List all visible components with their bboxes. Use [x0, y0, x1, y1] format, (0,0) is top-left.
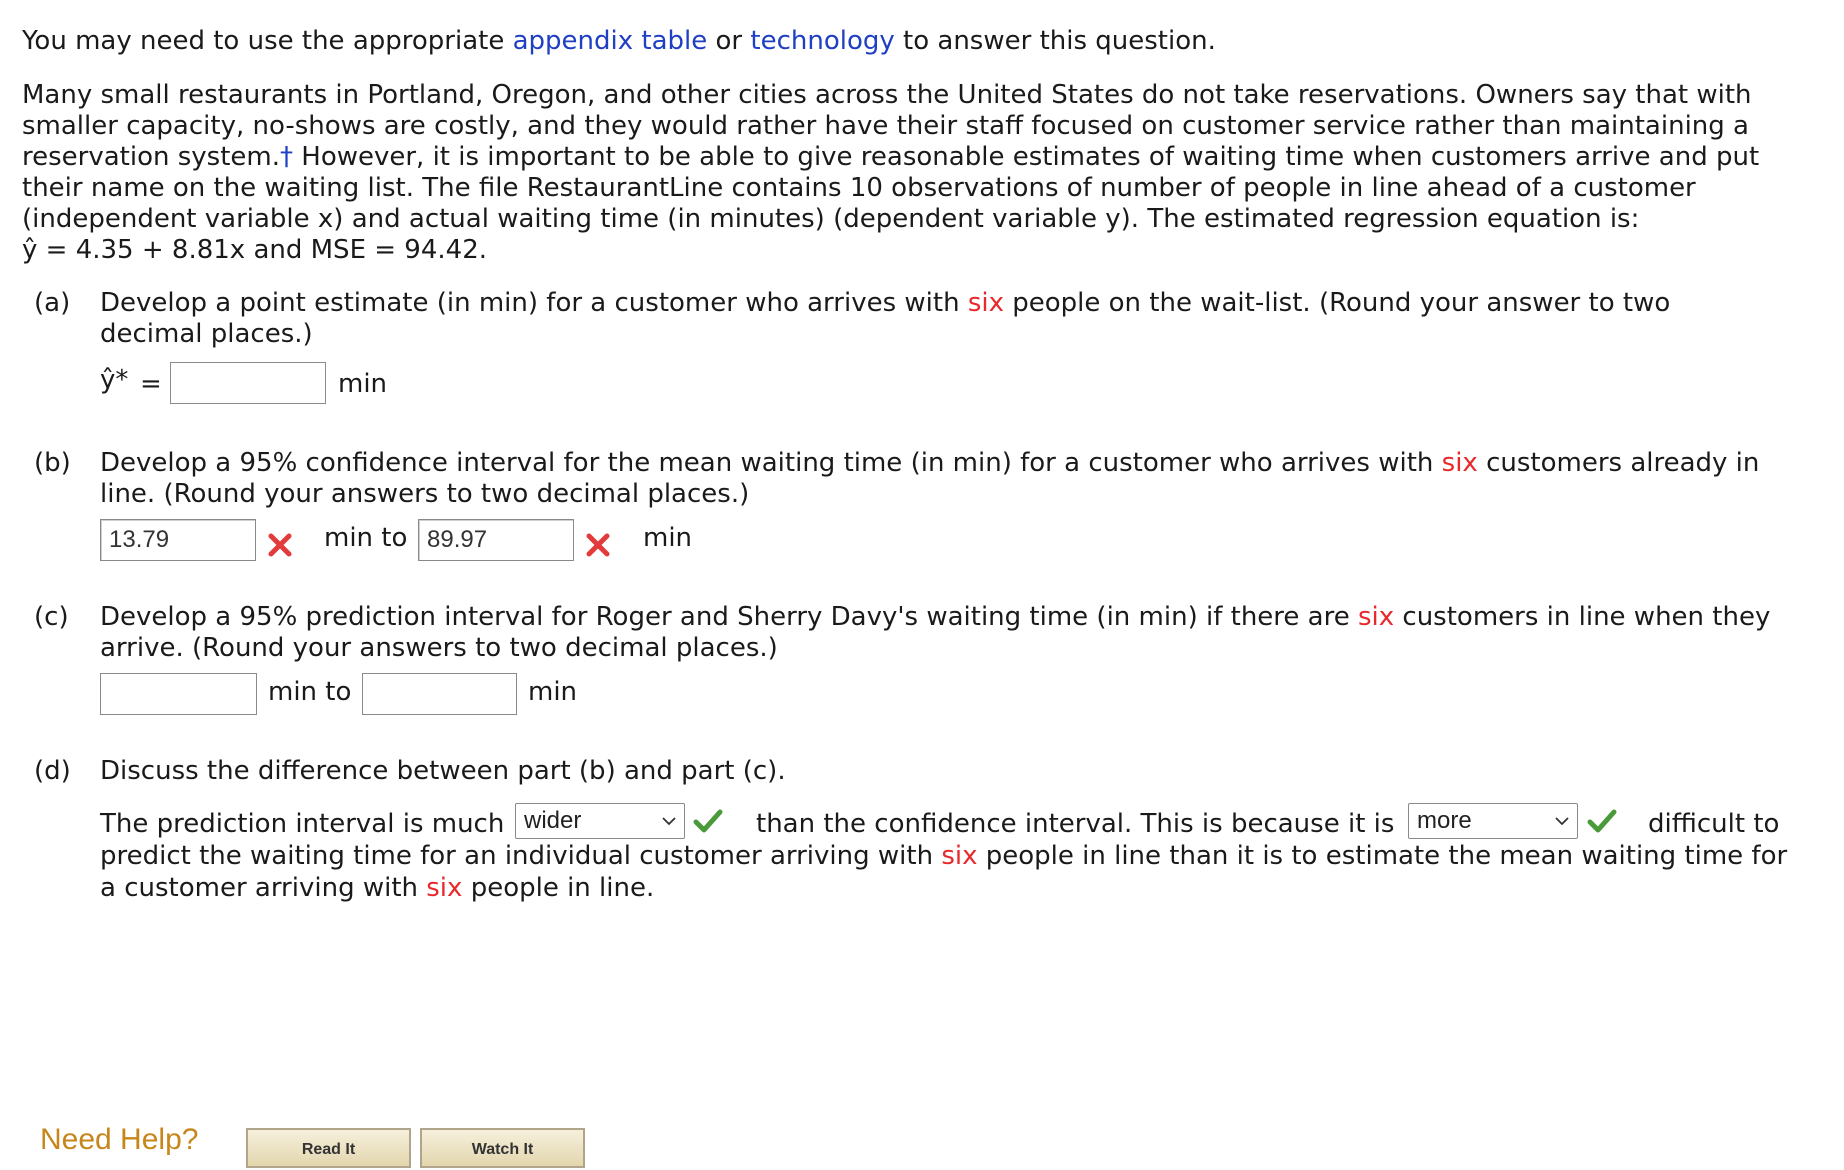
- appendix-table-link[interactable]: appendix table: [512, 26, 708, 56]
- part-d-sentence-start: The prediction interval is much: [100, 809, 505, 839]
- part-d-line-3b: people in line.: [470, 873, 655, 903]
- paragraph-line-1: Many small restaurants in Portland, Oregon, and other cities across the United States do not take reservations. Owners say that with: [22, 80, 1752, 110]
- part-d-highlight-2: six: [426, 873, 463, 903]
- point-estimate-input[interactable]: [170, 362, 326, 404]
- paragraph-line-5: (independent variable x) and actual waiting time (in minutes) (dependent variable y). The estimated regression equation is:: [22, 204, 1640, 234]
- part-a-highlight: six: [967, 288, 1004, 318]
- confidence-upper-input[interactable]: 89.97: [418, 519, 574, 561]
- correct-check-icon: [693, 808, 723, 834]
- intro-line: [22, 23, 1216, 59]
- footnote-dagger-link[interactable]: †: [280, 142, 293, 172]
- part-b-text-a: Develop a 95% confidence interval for the mean waiting time (in min) for a customer who arrives with: [100, 448, 1434, 478]
- part-d-sentence-end: difficult to: [1648, 809, 1780, 839]
- part-c-text-b: customers in line when they: [1402, 602, 1771, 632]
- part-d-label: (d): [34, 756, 71, 786]
- need-help-heading: Need Help?: [40, 1123, 199, 1156]
- part-d-sentence-middle: than the confidence interval. This is because it is: [756, 809, 1395, 839]
- prediction-lower-input[interactable]: [100, 673, 257, 715]
- select2-value: more: [1417, 807, 1472, 834]
- incorrect-x-icon: [584, 531, 612, 559]
- part-b-unit: min: [643, 523, 693, 553]
- y-hat-star-label: ŷ*: [100, 365, 129, 395]
- part-b-min-to: min to: [324, 523, 408, 553]
- watch-it-button[interactable]: Watch It: [420, 1128, 585, 1168]
- part-b-label: (b): [34, 448, 71, 478]
- part-a-text-a: Develop a point estimate (in min) for a customer who arrives with: [100, 288, 960, 318]
- select1-value: wider: [524, 807, 582, 834]
- prediction-upper-input[interactable]: [362, 673, 517, 715]
- wider-narrower-select[interactable]: [515, 803, 685, 839]
- part-c-min-to: min to: [268, 677, 352, 707]
- equals-sign: =: [140, 369, 162, 399]
- part-d-line-2: [100, 838, 1787, 874]
- chevron-down-icon: [660, 812, 678, 830]
- part-a-label: (a): [34, 288, 71, 318]
- intro-prefix: You may need to use the appropriate: [22, 26, 505, 56]
- part-d-highlight-1: six: [941, 841, 978, 871]
- part-a-unit: min: [338, 369, 388, 399]
- part-b-text-b: customers already in: [1486, 448, 1760, 478]
- paragraph-line-3a: reservation system.: [22, 142, 280, 172]
- paragraph-line-2: smaller capacity, no-shows are costly, and they would rather have their staff focused on customer service rather than maintaining a: [22, 111, 1749, 141]
- regression-equation: ŷ = 4.35 + 8.81x and MSE = 94.42.: [22, 235, 488, 265]
- part-b-highlight: six: [1441, 448, 1478, 478]
- intro-middle: or: [715, 26, 743, 56]
- part-c-unit: min: [528, 677, 578, 707]
- technology-link[interactable]: technology: [750, 26, 895, 56]
- paragraph-line-4: their name on the waiting list. The file RestaurantLine contains 10 observations of number of people in line ahead of a customer: [22, 173, 1696, 203]
- chevron-down-icon: [1553, 812, 1571, 830]
- part-d-line-3: [100, 870, 654, 906]
- part-a-question-line-2: decimal places.): [100, 319, 313, 349]
- part-c-text-a: Develop a 95% prediction interval for Roger and Sherry Davy's waiting time (in min) if there are: [100, 602, 1350, 632]
- part-c-label: (c): [34, 602, 69, 632]
- more-less-select[interactable]: [1408, 803, 1578, 839]
- part-a-question-line-1: [100, 285, 1670, 321]
- paragraph-line-3b: However, it is important to be able to give reasonable estimates of waiting time when customers arrive and put: [293, 142, 1760, 172]
- part-a-text-b: people on the wait-list. (Round your answer to two: [1012, 288, 1671, 318]
- confidence-lower-input[interactable]: 13.79: [100, 519, 256, 561]
- correct-check-icon: [1587, 808, 1617, 834]
- part-d-question: Discuss the difference between part (b) and part (c).: [100, 756, 786, 786]
- intro-suffix: to answer this question.: [903, 26, 1216, 56]
- incorrect-x-icon: [266, 531, 294, 559]
- part-d-line-2a: predict the waiting time for an individual customer arriving with: [100, 841, 934, 871]
- part-d-line-3a: a customer arriving with: [100, 873, 418, 903]
- part-d-line-2b: people in line than it is to estimate the mean waiting time for: [985, 841, 1788, 871]
- part-c-question-line-2: arrive. (Round your answers to two decimal places.): [100, 633, 778, 663]
- part-b-question-line-2: line. (Round your answers to two decimal places.): [100, 479, 750, 509]
- read-it-button[interactable]: Read It: [246, 1128, 411, 1168]
- part-c-highlight: six: [1357, 602, 1395, 632]
